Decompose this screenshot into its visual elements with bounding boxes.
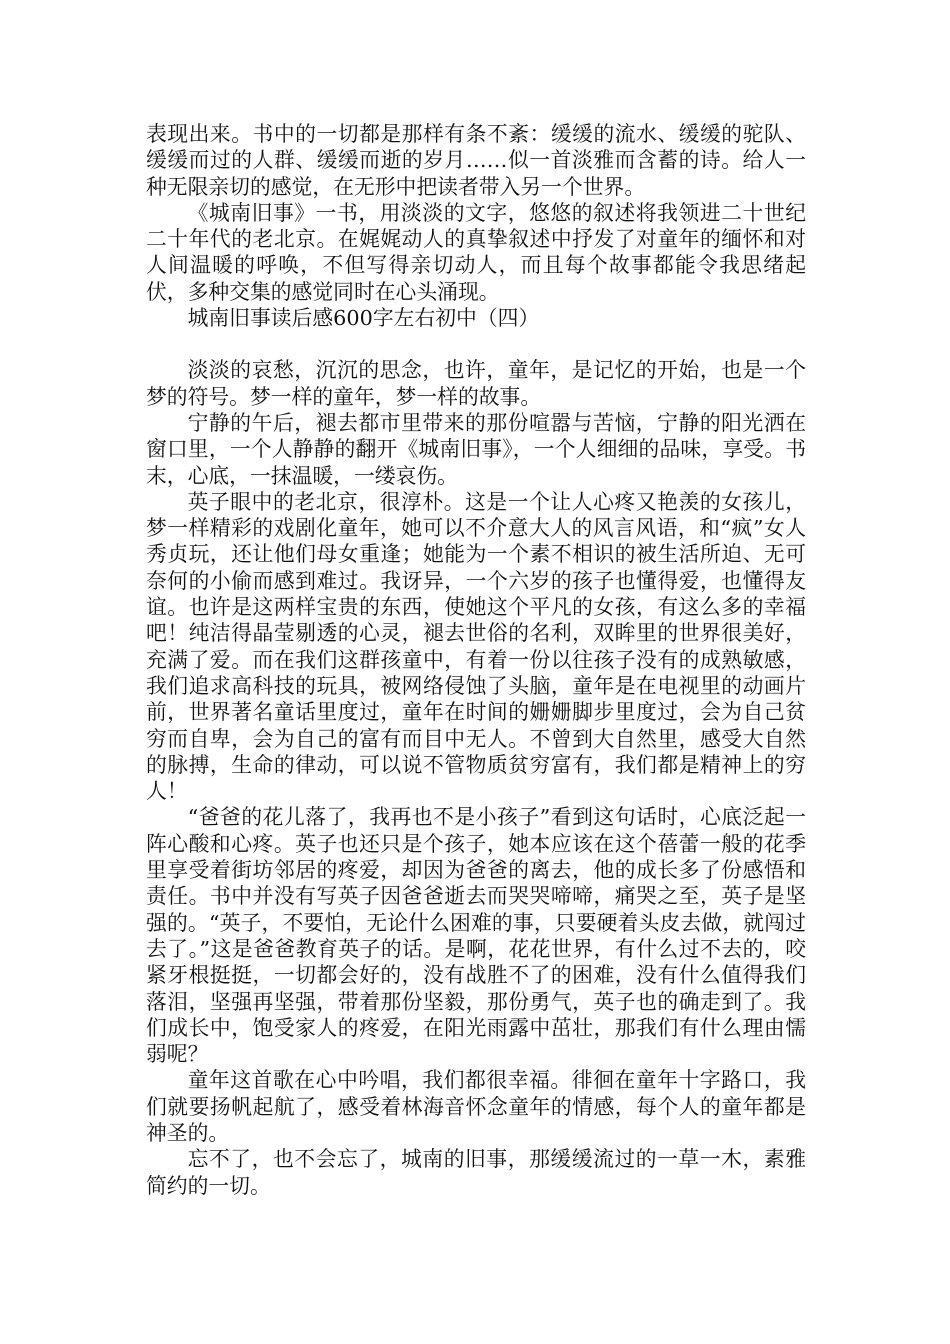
paragraph-childhood-song: 童年这首歌在心中吟唱，我们都很幸福。徘徊在童年十字路口，我们就要扬帆起航了，感受着林海音怀念童年的情感，每个人的童年都是神圣的。: [146, 1068, 806, 1145]
paragraph-opening: 淡淡的哀愁，沉沉的思念，也许，童年，是记忆的开始，也是一个梦的符号。梦一样的童年，梦一样的故事。: [146, 358, 806, 409]
section-title: 城南旧事读后感600字左右初中（四）: [187, 306, 540, 331]
paragraph-father: “爸爸的花儿落了，我再也不是小孩子”看到这句话时，心底泛起一阵心酸和心疼。英子也还只是个孩子，她本应该在这个蓓蕾一般的花季里享受着街坊邻居的疼爱，却因为爸爸的离去，他的成长多了份感悟和责任。书中并没有写英子因爸爸逝去而哭哭啼啼，痛哭之至，英子是坚强的。“英子，不要怕，无论什么困难的事，只要硬着头皮去做，就闯过去了。”这是爸爸教育英子的话。是啊，花花世界，有什么过不去的，咬紧牙根挺挺，一切都会好的，没有战胜不了的困难，没有什么值得我们落泪，坚强再坚强，带着那份坚毅，那份勇气，英子也的确走到了。我们成长中，饱受家人的疼爱，在阳光雨露中茁壮，那我们有什么理由懦弱呢？: [146, 805, 806, 1067]
document-page: [146, 121, 806, 1199]
paragraph-afternoon: 宁静的午后，褪去都市里带来的那份喧嚣与苦恼，宁静的阳光洒在窗口里，一个人静静的翻开《城南旧事》，一个人细细的品味，享受。书末，心底，一抹温暖，一缕哀伤。: [146, 410, 806, 488]
paragraph-closing: 忘不了，也不会忘了，城南的旧事，那缓缓流过的一草一木，素雅简约的一切。: [146, 1147, 806, 1198]
paragraph-book-intro: 《城南旧事》一书，用淡淡的文字，悠悠的叙述将我领进二十世纪二十年代的老北京。在娓娓动人的真挚叙述中抒发了对童年的缅怀和对人间温暖的呼唤，不但写得亲切动人，而且每个故事都能令我思绪起伏，多种交集的感觉同时在心头涌现。: [146, 200, 806, 304]
paragraph-continuation: 表现出来。书中的一切都是那样有条不紊：缓缓的流水、缓缓的驼队、缓缓而过的人群、缓缓而逝的岁月……似一首淡雅而含蓄的诗。给人一种无限亲切的感觉，在无形中把读者带入另一个世界。: [146, 122, 806, 199]
paragraph-yingzi: 英子眼中的老北京，很淳朴。这是一个让人心疼又艳羡的女孩儿，梦一样精彩的戏剧化童年，她可以不介意大人的风言风语，和“疯”女人秀贞玩，还让他们母女重逢；她能为一个素不相识的被生活所迫、无可奈何的小偷而感到难过。我讶异，一个六岁的孩子也懂得爱，也懂得友谊。也许是这两样宝贵的东西，使她这个平凡的女孩，有这么多的幸福吧！纯洁得晶莹剔透的心灵，褪去世俗的名利，双眸里的世界很美好，充满了爱。而在我们这群孩童中，有着一份以往孩子没有的成熟敏感，我们追求高科技的玩具，被网络侵蚀了头脑，童年是在电视里的动画片前，世界著名童话里度过，童年在时间的姗姗脚步里度过，会为自己贫穷而自卑，会为自己的富有而目中无人。不曾到大自然里，感受大自然的脉搏，生命的律动，可以说不管物质贫穷富有，我们都是精神上的穷人！: [146, 489, 806, 804]
